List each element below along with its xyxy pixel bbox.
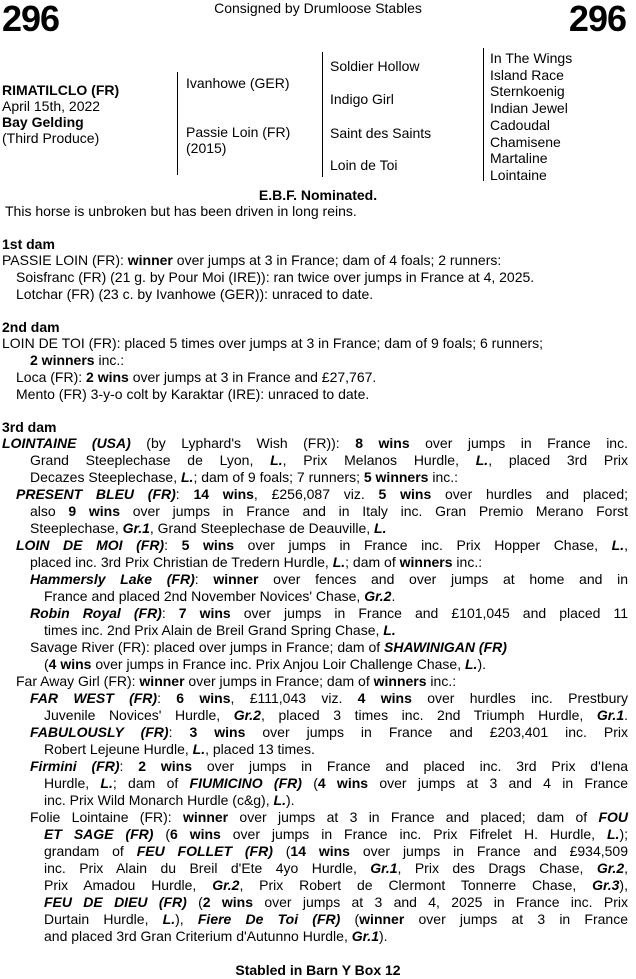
dam-dam: Loin de Toi <box>330 157 398 173</box>
horse-name: RIMATILCLO (FR) <box>2 82 120 98</box>
third-dam-line: PRESENT BLEU (FR): 14 wins, £256,087 viz. 5 wins over hurdles and placed; <box>16 486 628 502</box>
third-dam-line: also 9 wins over jumps in France and in Italy inc. Gran Premio Merano Forst <box>30 503 628 519</box>
third-dam-line: Hammersly Lake (FR): winner over fences and over jumps at home and in <box>30 571 628 587</box>
ancestor: In The Wings <box>490 50 573 66</box>
second-dam-line: LOIN DE TOI (FR): placed 5 times over jumps at 3 in France; dam of 9 foals; 6 runners; <box>2 335 544 351</box>
third-dam-line: inc. Prix Wild Monarch Hurdle (c&g), L.). <box>44 792 295 808</box>
lot-number-left: 296 <box>2 0 60 39</box>
consignor: Consigned by Drumloose Stables <box>214 0 422 16</box>
dam-name: Passie Loin (FR) <box>186 124 291 140</box>
third-dam-line: LOIN DE MOI (FR): 5 wins over jumps in France inc. Prix Hopper Chase, L., <box>16 537 628 553</box>
third-dam-line: placed inc. 3rd Prix Christian de Tredern Hurdle, L.; dam of winners inc.: <box>30 554 483 570</box>
horse-info <box>2 82 119 146</box>
third-dam-line: Prix Amadou Hurdle, Gr.2, Prix Robert de Clermont Tonnerre Chase, Gr.3), <box>44 877 628 893</box>
third-dam-line: Savage River (FR): placed over jumps in France; dam of SHAWINIGAN (FR) <box>30 639 507 655</box>
third-dam-line: ET SAGE (FR) (6 wins over jumps in France inc. Prix Fifrelet H. Hurdle, L.); <box>44 826 628 842</box>
second-dam-line: Mento (FR) 3-y-o colt by Karaktar (IRE): unraced to date. <box>16 386 370 402</box>
ancestor: Island Race <box>490 66 564 83</box>
pedigree-bracket-2 <box>322 52 323 177</box>
dam-year: (2015) <box>186 140 227 156</box>
third-dam-line: Robert Lejeune Hurdle, L., placed 13 times. <box>44 741 315 757</box>
third-dam-line: Grand Steeplechase de Lyon, L., Prix Melanos Hurdle, L., placed 3rd Prix <box>30 452 628 468</box>
sire-sire: Soldier Hollow <box>330 58 420 74</box>
third-dam-line: Firmini (FR): 2 wins over jumps in France and placed inc. 3rd Prix d'Iena <box>30 758 629 774</box>
third-dam-line: inc. Prix Alain du Breil d'Ete 4yo Hurdle, Gr.1, Prix des Drags Chase, Gr.2, <box>44 860 628 876</box>
first-dam-line: Soisfranc (FR) (21 g. by Pour Moi (IRE)): ran twice over jumps in France at 4, 2025. <box>16 269 535 285</box>
sire: Ivanhowe (GER) <box>186 75 290 91</box>
third-dam-line: Folie Lointaine (FR): winner over jumps at 3 in France and placed; dam of FOU <box>30 809 628 825</box>
third-dam-line: FEU DE DIEU (FR) (2 wins over jumps at 3 and 4, 2025 in France inc. Prix <box>44 894 628 910</box>
third-dam-line: grandam of FEU FOLLET (FR) (14 wins over jumps in France and £934,509 <box>44 843 628 859</box>
produce-number: (Third Produce) <box>2 130 100 146</box>
ancestor: Sternkoenig <box>490 83 565 100</box>
pedigree-bracket-1 <box>177 72 178 175</box>
second-dam-line: Loca (FR): 2 wins over jumps at 3 in France and £27,767. <box>16 369 377 385</box>
foaling-date: April 15th, 2022 <box>2 98 101 114</box>
third-dam-line: FABULOUSLY (FR): 3 wins over jumps in France and £203,401 inc. Prix <box>30 724 629 740</box>
ancestor: Martaline <box>490 150 548 167</box>
ancestor: Indian Jewel <box>490 100 568 117</box>
third-dam-line: Hurdle, L.; dam of FIUMICINO (FR) (4 wins over jumps at 3 and 4 in France <box>44 775 628 791</box>
pedigree-bracket-3 <box>483 48 484 181</box>
third-dam-line: FAR WEST (FR): 6 wins, £111,043 viz. 4 wins over hurdles inc. Prestbury <box>30 690 629 706</box>
horse-description: Bay Gelding <box>2 114 84 130</box>
third-dam-line: times inc. 2nd Prix Alain de Breil Grand Spring Chase, L. <box>44 622 396 638</box>
dam <box>186 124 290 156</box>
third-dam-line: Durtain Hurdle, L.), Fiere De Toi (FR) (winner over jumps at 3 in France <box>44 911 628 927</box>
third-dam-heading: 3rd dam <box>2 419 57 435</box>
first-dam-heading: 1st dam <box>2 236 55 252</box>
fourth-generation <box>490 50 572 184</box>
dam-sire: Saint des Saints <box>330 125 432 141</box>
horse-note: This horse is unbroken but has been driven in long reins. <box>5 203 357 219</box>
ancestor: Lointaine <box>490 166 547 183</box>
ancestor: Chamisene <box>490 133 561 150</box>
third-dam-line: Robin Royal (FR): 7 wins over jumps in France and £101,045 and placed 11 <box>30 605 629 621</box>
second-dam-heading: 2nd dam <box>2 319 60 335</box>
third-dam-line: (4 wins over jumps in France inc. Prix Anjou Loir Challenge Chase, L.). <box>44 656 486 672</box>
third-dam-line: LOINTAINE (USA) (by Lyphard's Wish (FR)): 8 wins over jumps in France inc. <box>2 435 628 451</box>
second-dam-line: 2 winners inc.: <box>30 352 125 368</box>
lot-number-right: 296 <box>568 0 626 39</box>
third-dam-line: Far Away Girl (FR): winner over jumps in France; dam of winners inc.: <box>16 673 457 689</box>
ebf-nomination: E.B.F. Nominated. <box>258 187 378 203</box>
third-dam-line: France and placed 2nd November Novices' Chase, Gr.2. <box>44 588 396 604</box>
first-dam-line: PASSIE LOIN (FR): winner over jumps at 3 in France; dam of 4 foals; 2 runners: <box>2 252 502 268</box>
third-dam-line: Decazes Steeplechase, L.; dam of 9 foals; 7 runners; 5 winners inc.: <box>30 469 459 485</box>
third-dam-line: Juvenile Novices' Hurdle, Gr.2, placed 3 times inc. 2nd Triumph Hurdle, Gr.1. <box>44 707 628 723</box>
ancestor: Cadoudal <box>490 116 550 133</box>
sire-dam: Indigo Girl <box>330 91 394 107</box>
third-dam-line: Steeplechase, Gr.1, Grand Steeplechase de Deauville, L. <box>30 520 387 536</box>
stabling-info: Stabled in Barn Y Box 12 <box>235 962 401 978</box>
third-dam-line: and placed 3rd Gran Criterium d'Autunno Hurdle, Gr.1). <box>44 928 388 944</box>
first-dam-line: Lotchar (FR) (23 c. by Ivanhowe (GER)): unraced to date. <box>16 286 374 302</box>
